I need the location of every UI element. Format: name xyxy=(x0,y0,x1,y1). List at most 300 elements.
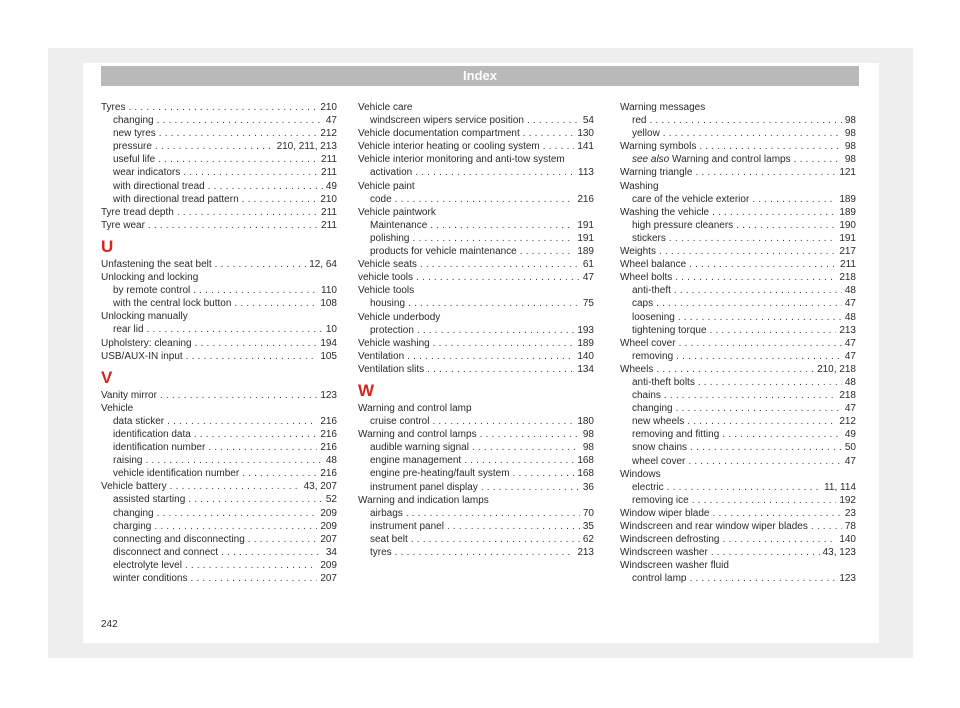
entry-term: yellow xyxy=(632,128,660,140)
page-reference: 194 xyxy=(320,337,337,349)
entry-term: useful life xyxy=(113,154,156,166)
page-reference: 191 xyxy=(577,232,594,244)
dot-leader xyxy=(656,297,842,310)
entry-term: products for vehicle maintenance xyxy=(370,246,517,258)
entry-term: assisted starting xyxy=(113,494,186,506)
dot-leader xyxy=(427,363,574,376)
index-subentry xyxy=(620,441,856,454)
dot-leader xyxy=(794,153,842,166)
dot-leader xyxy=(472,441,580,454)
page-reference: 140 xyxy=(839,534,856,546)
index-subentry xyxy=(620,481,856,494)
dot-leader xyxy=(170,480,301,493)
dot-leader xyxy=(689,258,837,271)
entry-term: Upholstery: cleaning xyxy=(101,337,192,349)
dot-leader xyxy=(713,507,842,520)
page-reference: 217 xyxy=(839,246,856,258)
entry-term: Vehicle underbody xyxy=(358,311,441,323)
entry-term: Warning and control lamps xyxy=(358,429,477,441)
index-heading xyxy=(358,284,594,297)
page-reference: 190 xyxy=(839,219,856,231)
entry-term: seat belt xyxy=(370,533,408,545)
index-subentry xyxy=(358,467,594,480)
dot-leader xyxy=(674,284,842,297)
entry-term: Wheels xyxy=(620,363,654,375)
page-reference: 218 xyxy=(839,390,856,402)
page-reference: 36 xyxy=(582,481,594,493)
page-reference: 123 xyxy=(839,573,856,585)
entry-term: Tyres xyxy=(101,102,126,113)
entry-term: Unfastening the seat belt xyxy=(101,258,212,270)
dot-leader xyxy=(433,337,575,350)
page-reference: 105 xyxy=(320,350,337,362)
entry-term: Warning symbols xyxy=(620,141,697,153)
entry-term: winter conditions xyxy=(113,573,188,584)
index-subentry xyxy=(358,415,594,428)
index-subentry xyxy=(101,533,337,546)
page-reference: 98 xyxy=(582,442,594,454)
index-subentry xyxy=(101,467,337,480)
entry-term: Vehicle paintwork xyxy=(358,206,436,218)
dot-leader xyxy=(712,206,836,219)
index-entry xyxy=(101,219,337,232)
page-reference: 212 xyxy=(320,128,337,140)
index-subentry xyxy=(620,284,856,297)
index-subentry xyxy=(101,520,337,533)
dot-leader xyxy=(395,193,575,206)
index-subentry xyxy=(358,441,594,454)
entry-term: Window wiper blade xyxy=(620,507,710,519)
page-reference: 98 xyxy=(844,141,856,153)
dot-leader xyxy=(679,337,842,350)
page-reference: 98 xyxy=(582,429,594,441)
index-subentry xyxy=(620,415,856,428)
entry-term: Unlocking manually xyxy=(101,311,188,323)
entry-term: Vehicle care xyxy=(358,102,413,113)
index-subentry xyxy=(620,232,856,245)
index-subentry xyxy=(101,428,337,441)
entry-term: Vehicle interior monitoring and anti-tow system xyxy=(358,154,565,166)
index-column-2 xyxy=(358,101,594,559)
page-reference: 168 xyxy=(577,468,594,480)
page-reference: 141 xyxy=(577,141,594,153)
index-entry xyxy=(101,389,337,402)
entry-term: pressure xyxy=(113,141,152,153)
dot-leader xyxy=(128,101,317,114)
index-column-1 xyxy=(101,101,337,585)
entry-term: new tyres xyxy=(113,128,156,140)
index-subentry xyxy=(358,219,594,232)
dot-leader xyxy=(407,350,574,363)
page-reference: 47 xyxy=(844,350,856,362)
page-reference: 216 xyxy=(320,428,337,440)
entry-term: housing xyxy=(370,298,406,310)
dot-leader xyxy=(208,441,317,454)
index-subentry xyxy=(620,324,856,337)
page-reference: 189 xyxy=(839,206,856,218)
dot-leader xyxy=(411,533,580,546)
index-entry xyxy=(620,546,856,559)
section-letter: U xyxy=(101,236,114,256)
dot-leader xyxy=(145,454,322,467)
page-reference: 98 xyxy=(844,128,856,140)
index-subentry xyxy=(620,572,856,585)
entry-term: vehicle tools xyxy=(358,272,414,284)
entry-term: Windscreen and rear window wiper blades xyxy=(620,521,808,532)
index-entry xyxy=(620,140,856,153)
dot-leader xyxy=(692,494,837,507)
dot-leader xyxy=(190,572,317,585)
entry-term: data sticker xyxy=(113,415,165,427)
entry-term: Vehicle tools xyxy=(358,285,415,297)
index-subentry xyxy=(101,572,337,585)
dot-leader xyxy=(663,127,842,140)
entry-term: rear lid xyxy=(113,324,144,336)
page-reference: 48 xyxy=(844,285,856,297)
entry-term: removing ice xyxy=(632,494,689,506)
page-reference: 61 xyxy=(582,259,594,271)
index-subentry xyxy=(620,389,856,402)
index-subentry xyxy=(101,140,337,153)
dot-leader xyxy=(752,193,836,206)
dot-leader xyxy=(432,415,574,428)
page-reference: 189 xyxy=(577,337,594,349)
page-reference: 211 xyxy=(321,167,337,179)
entry-term: Ventilation slits xyxy=(358,363,425,375)
index-subentry xyxy=(358,507,594,520)
dot-leader xyxy=(687,415,836,428)
dot-leader xyxy=(159,127,318,140)
entry-term: changing xyxy=(113,507,154,519)
entry-term: charging xyxy=(113,520,152,532)
entry-term: engine management xyxy=(370,455,462,467)
entry-term: anti-theft bolts xyxy=(632,376,695,388)
entry-term: airbags xyxy=(370,507,403,519)
index-entry xyxy=(101,206,337,219)
entry-term: Vehicle washing xyxy=(358,337,430,349)
page-reference: 54 xyxy=(582,115,594,127)
index-subentry xyxy=(358,114,594,127)
index-subentry xyxy=(358,232,594,245)
dot-leader xyxy=(664,389,836,402)
page-reference: 47 xyxy=(844,403,856,415)
dot-leader xyxy=(689,572,836,585)
entry-term: raising xyxy=(113,455,143,467)
entry-term: stickers xyxy=(632,232,666,244)
entry-term: Wheel bolts xyxy=(620,272,673,284)
entry-term: chains xyxy=(632,390,661,402)
entry-term: instrument panel xyxy=(370,520,444,532)
dot-leader xyxy=(148,219,318,232)
page-reference: 47 xyxy=(844,298,856,310)
page-reference: 49 xyxy=(325,180,337,192)
page-reference: 43, 207 xyxy=(303,481,337,493)
dot-leader xyxy=(158,153,318,166)
page-reference: 209 xyxy=(320,507,337,519)
page-reference: 211 xyxy=(321,154,337,166)
page-reference: 213 xyxy=(577,547,594,558)
entry-term: removing and fitting xyxy=(632,429,720,441)
index-subentry xyxy=(620,428,856,441)
dot-leader xyxy=(208,180,323,193)
index-subentry xyxy=(101,114,337,127)
entry-term: with the central lock button xyxy=(113,298,232,310)
page-reference: 70 xyxy=(582,507,594,519)
index-subentry xyxy=(101,166,337,179)
index-entry xyxy=(358,140,594,153)
dot-leader xyxy=(215,258,307,271)
index-subentry xyxy=(620,114,856,127)
entry-term: care of the vehicle exterior xyxy=(632,193,750,205)
dot-leader xyxy=(234,297,317,310)
index-heading xyxy=(358,206,594,219)
index-heading xyxy=(101,402,337,415)
page-reference: 210, 218 xyxy=(817,363,856,375)
index-column-3 xyxy=(620,101,856,585)
page-reference: 207 xyxy=(320,573,337,584)
entry-term: Warning messages xyxy=(620,102,706,113)
index-subentry xyxy=(101,507,337,520)
index-subentry xyxy=(358,297,594,310)
page-reference: 47 xyxy=(844,337,856,349)
entry-term: Vanity mirror xyxy=(101,389,157,401)
see-also-label: see also xyxy=(632,154,670,166)
page-title: Index xyxy=(463,68,497,83)
index-entry xyxy=(101,337,337,350)
dot-leader xyxy=(649,114,841,127)
index-subentry xyxy=(620,494,856,507)
index-subentry xyxy=(358,533,594,546)
index-subentry xyxy=(358,193,594,206)
index-subentry xyxy=(101,193,337,206)
entry-term: high pressure cleaners xyxy=(632,219,734,231)
page-reference: 218 xyxy=(839,272,856,284)
dot-leader xyxy=(221,546,323,559)
dot-leader xyxy=(811,520,842,533)
index-entry xyxy=(358,271,594,284)
dot-leader xyxy=(157,114,323,127)
page-reference: 34 xyxy=(325,546,337,558)
page-reference: 62 xyxy=(582,533,594,545)
page-reference: 216 xyxy=(577,193,594,205)
page-reference: 78 xyxy=(844,521,856,532)
index-subentry xyxy=(620,153,856,166)
page-reference: 191 xyxy=(577,219,594,231)
index-subentry xyxy=(358,481,594,494)
index-heading xyxy=(620,559,856,572)
entry-term: wear indicators xyxy=(113,167,181,179)
entry-term: Vehicle seats xyxy=(358,259,417,271)
index-subentry xyxy=(101,153,337,166)
dot-leader xyxy=(527,114,580,127)
dot-leader xyxy=(242,193,318,206)
dot-leader xyxy=(690,441,842,454)
index-entry xyxy=(620,166,856,179)
dot-leader xyxy=(430,219,574,232)
index-subentry xyxy=(358,324,594,337)
dot-leader xyxy=(676,350,842,363)
entry-term: electrolyte level xyxy=(113,559,182,571)
index-subentry xyxy=(620,193,856,206)
entry-term: instrument panel display xyxy=(370,481,478,493)
entry-term: Warning triangle xyxy=(620,167,693,179)
dot-leader xyxy=(656,363,814,376)
index-subentry xyxy=(620,402,856,415)
entry-term: identification number xyxy=(113,442,206,454)
page-reference: 98 xyxy=(844,154,856,166)
index-heading xyxy=(620,468,856,481)
page-reference: 121 xyxy=(839,167,856,179)
dot-leader xyxy=(543,140,575,153)
dot-leader xyxy=(188,493,323,506)
dot-leader xyxy=(183,166,318,179)
entry-term: disconnect and connect xyxy=(113,546,219,558)
index-entry xyxy=(358,337,594,350)
page-reference: 211 xyxy=(840,259,856,271)
index-subentry xyxy=(101,546,337,559)
page-reference: 43, 123 xyxy=(822,547,856,559)
index-entry xyxy=(101,258,337,271)
entry-term: by remote control xyxy=(113,285,191,297)
entry-term: anti-theft xyxy=(632,285,671,297)
page-reference: 211 xyxy=(321,219,337,231)
dot-leader xyxy=(676,402,842,415)
index-subentry xyxy=(620,350,856,363)
dot-leader xyxy=(154,520,317,533)
entry-term: Tyre tread depth xyxy=(101,206,174,218)
entry-term: Washing the vehicle xyxy=(620,206,710,218)
entry-term: Unlocking and locking xyxy=(101,272,199,284)
page-reference: 189 xyxy=(839,193,856,205)
index-entry xyxy=(620,258,856,271)
dot-leader xyxy=(520,245,575,258)
page-reference: 207 xyxy=(320,533,337,545)
page-reference: 210 xyxy=(320,193,337,205)
dot-leader xyxy=(155,140,274,153)
page-reference: 48 xyxy=(325,455,337,467)
entry-term: Weights xyxy=(620,246,656,258)
dot-leader xyxy=(167,415,317,428)
dot-leader xyxy=(699,140,842,153)
entry-term: Vehicle battery xyxy=(101,481,167,493)
dot-leader xyxy=(723,533,837,546)
index-heading xyxy=(358,311,594,324)
entry-term: snow chains xyxy=(632,442,688,454)
entry-term: Washing xyxy=(620,180,659,192)
entry-term: Windscreen washer fluid xyxy=(620,560,729,572)
index-entry xyxy=(358,428,594,441)
entry-term: red xyxy=(632,115,647,127)
page-reference: 48 xyxy=(844,311,856,323)
dot-leader xyxy=(157,507,318,520)
index-subentry xyxy=(101,297,337,310)
entry-term: removing xyxy=(632,350,674,362)
entry-term xyxy=(632,153,794,166)
dot-leader xyxy=(242,467,317,480)
dot-leader xyxy=(480,428,580,441)
entry-term: changing xyxy=(632,403,673,415)
dot-leader xyxy=(659,245,836,258)
entry-term: caps xyxy=(632,298,654,310)
entry-term-text: Warning and control lamps xyxy=(672,154,791,166)
index-heading xyxy=(358,180,594,193)
dot-leader xyxy=(248,533,318,546)
dot-leader xyxy=(185,559,317,572)
page-reference: 108 xyxy=(320,298,337,310)
page-reference: 180 xyxy=(577,416,594,428)
index-entry xyxy=(358,350,594,363)
index-subentry xyxy=(101,441,337,454)
page-reference: 75 xyxy=(582,298,594,310)
index-subentry xyxy=(101,127,337,140)
index-heading xyxy=(358,153,594,166)
dot-leader xyxy=(722,428,842,441)
entry-term: Windscreen washer xyxy=(620,547,708,559)
index-heading xyxy=(101,271,337,284)
page-reference: 210, 211, 213 xyxy=(276,141,337,153)
page-reference: 48 xyxy=(844,376,856,388)
index-entry xyxy=(358,127,594,140)
page-reference: 140 xyxy=(577,350,594,362)
page-reference: 212 xyxy=(839,416,856,428)
page-reference: 209 xyxy=(320,559,337,571)
page-reference: 216 xyxy=(320,415,337,427)
page-reference: 123 xyxy=(320,389,337,401)
page-header xyxy=(101,66,859,86)
index-subentry xyxy=(101,454,337,467)
dot-leader xyxy=(447,520,580,533)
index-heading xyxy=(620,101,856,114)
entry-term: audible warning signal xyxy=(370,442,469,454)
entry-term: with directional tread xyxy=(113,180,205,192)
page-reference: 216 xyxy=(320,468,337,480)
dot-leader xyxy=(177,206,318,219)
dot-leader xyxy=(695,166,836,179)
entry-term: Windscreen defrosting xyxy=(620,534,720,546)
entry-term: protection xyxy=(370,324,414,336)
entry-term: Ventilation xyxy=(358,350,405,362)
entry-term: Warning and indication lamps xyxy=(358,494,489,506)
dot-leader xyxy=(711,546,820,559)
entry-term: activation xyxy=(370,167,413,179)
page-reference: 47 xyxy=(325,115,337,127)
index-entry xyxy=(620,271,856,284)
entry-term: Vehicle paint xyxy=(358,180,415,192)
entry-term: Windows xyxy=(620,468,661,480)
index-subentry xyxy=(358,454,594,467)
entry-term: Warning and control lamp xyxy=(358,402,472,414)
index-entry xyxy=(620,363,856,376)
page-reference: 211 xyxy=(321,206,337,218)
page-reference: 35 xyxy=(582,520,594,532)
index-subentry xyxy=(358,166,594,179)
index-subentry xyxy=(101,180,337,193)
index-heading xyxy=(358,101,594,114)
entry-term: electric xyxy=(632,481,664,493)
entry-term: new wheels xyxy=(632,416,685,428)
index-subentry xyxy=(620,311,856,324)
entry-term: changing xyxy=(113,115,154,127)
page-reference: 193 xyxy=(577,324,594,336)
page-reference: 23 xyxy=(844,507,856,519)
entry-term: loosening xyxy=(632,311,675,323)
index-subentry xyxy=(358,546,594,559)
dot-leader xyxy=(420,258,580,271)
index-heading xyxy=(620,180,856,193)
entry-term: windscreen wipers service position xyxy=(370,115,524,127)
index-entry xyxy=(620,206,856,219)
entry-term: USB/AUX-IN input xyxy=(101,350,183,362)
